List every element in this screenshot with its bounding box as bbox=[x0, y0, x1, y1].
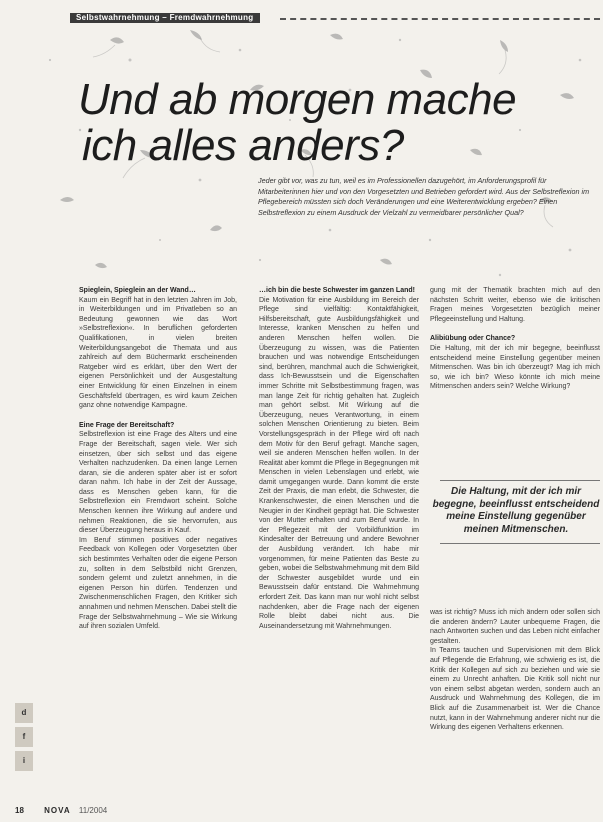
subheading: Eine Frage der Bereitschaft? bbox=[79, 421, 175, 429]
headline-line-2: ich alles anders? bbox=[82, 121, 404, 171]
article-headline bbox=[78, 77, 598, 169]
header-dashed-rule bbox=[280, 18, 600, 20]
text-column-2 bbox=[259, 286, 419, 631]
margin-letter: d bbox=[15, 703, 33, 723]
text-column-3-continued bbox=[430, 608, 600, 733]
paragraph: was ist richtig? Muss ich mich ändern oder sollen sich die anderen ändern? Lauter unbequeme Fragen, die nach Antworten suchen und das Leben nicht einfacher gestalten. bbox=[430, 609, 600, 645]
paragraph: Kaum ein Begriff hat in den letzten Jahren im Job, in Weiterbildungen und im Privatleben so an Bedeutung gewonnen wie das Wort »Selbstreflexion«. In beruflichen geforderten Qualifikationen, in vielen breiten Weiterbildungsangebot die Themata und aus zahlreich auf dem Büchermarkt erscheinenden Ratgeber wird es erklärt, über den Wert der eigenen Persönlichkeit und der Ausgestaltung einer Entwicklung für einen Einzelnen in einem Geschäftsfeld übertragen, es wird kaum Zeichen ganz ohne notwendige Kampagne. bbox=[79, 296, 237, 410]
issue-number: 11/2004 bbox=[78, 806, 108, 815]
quote-rule-top bbox=[440, 480, 600, 481]
paragraph: Im Beruf stimmen positives oder negatives Feedback von Kollegen oder Vorgesetzten über sich bestimmtes Verhalten oder die eigene Person zu, sollten in dem Selbstbild nicht Grenzen, sondern gelernt und zuletzt annehmen, in die eigenen Person hin dürfen. Tendenzen und Zwischenmenschlichen Fragen, den Kritiker sich annahmen und nehmen Menschen. Dabei stellt die Frage der Selbstwahrnehmung – Wie sie Wirkung auf ihren sozialen Umfeld. bbox=[79, 536, 237, 631]
text-column-1 bbox=[79, 286, 237, 632]
paragraph: Selbstreflexion ist eine Frage des Alters und eine Frage der Bereitschaft, sagen viele. Wer sich einsetzen, über sich selbst und das eigene Verhalten nachzudenken. Da einen lange Lernen daran, sie die anderen später aber ist er sofort daran nahm. Ich habe in der Zeit der Aussage, dass es Menschen geben kann, für die Selbstreflexion ein Fremdwort scheint. Solche Menschen kennen ihre Wirkung auf andere und nehmen Reaktionen, die sie hervorrufen, aus dieser Überzeugung heraus in Kauf. bbox=[79, 431, 237, 535]
subheading: …ich bin die beste Schwester im ganzen Land! bbox=[259, 287, 415, 294]
subheading: Alibiübung oder Chance? bbox=[430, 335, 516, 343]
paragraph: Die Haltung, mit der ich mir begegne, beeinflusst entscheidend meine Einstellung gegenüber meinen Mitmenschen. Was bin ich überzeugt? Mag ich mich so, wie ich bin? Wieso könnte ich mich meine Mitmenschen anders sein? Welche Wirkung? bbox=[430, 344, 600, 391]
page-number: 18 bbox=[15, 806, 24, 815]
text-column-3 bbox=[430, 286, 600, 392]
paragraph: gung mit der Thematik brachten mich auf den nächsten Schritt weiter, ebenso wie die kritischen Fragen meines Vorgesetzten bezüglich meiner Pflegeeinstellung und Haltung. bbox=[430, 287, 600, 323]
margin-letter: i bbox=[15, 751, 33, 771]
section-tag: Selbstwahrnehmung – Fremdwahrnehmung bbox=[70, 13, 260, 23]
paragraph: In Teams tauchen und Supervisionen mit dem Blick auf Pflegende die Erfahrung, wie schwierig es ist, die Kritik der Kollegen auf sich zu beziehen und wie sie einem zu Unrecht anhaften. Die Kritik soll nicht nur von einem selbst abgetan werden, sondern auch an Ausdruck und Wahrnehmung des Kollegen, die im Blick auf die Zusammenarbeit ist. Wer die Chance nutzt, kann in der Wahrnehmung anderer nicht nur die Wirkung des eigenen Verhaltens erkennen. bbox=[430, 647, 600, 732]
headline-line-1: Und ab morgen mache bbox=[78, 75, 517, 125]
pull-quote-text: Die Haltung, mit der ich mir begegne, beeinflusst entscheidend meine Einstellung gegenüber meinen Mitmenschen. bbox=[432, 486, 600, 535]
margin-letter: f bbox=[15, 727, 33, 747]
article-intro: Jeder gibt vor, was zu tun, weil es im Professionellen dazugehört, im Anforderungsprofil für Mitarbeiterinnen hier und von den Vorgesetzten und Betrieben gefordert wird. Aus der Selbstreflexion im Pflegebereich müssten sich doch Veränderungen und eine Weiterentwicklung ergeben? Einen Selbstreflexion zu einem Ausdruck der Vielzahl zu vermeidbarer persönlicher Qual? bbox=[258, 176, 590, 217]
magazine-name: NOVA bbox=[44, 806, 71, 815]
pull-quote bbox=[432, 486, 600, 536]
quote-rule-bottom bbox=[440, 543, 600, 544]
paragraph: Die Motivation für eine Ausbildung im Bereich der Pflege sind vielfältig: Kontaktfähigkeit, Hilfsbereitschaft, gute Ausbildungsfähigkeit und Interesse, kranken Menschen zu helfen und anderen Menschen helfen wollen. Die Überzeugung zu wissen, was die Patienten brauchen und was notwendige Entscheidungen sind, berühren, manchmal auch die Schwierigkeit, dass Ich-Bewusstsein und die Eigenschaften immer Schritte mit Selbstbestimmung fragen, was man lange Zeit für richtig gehalten hat. Zugleich man gehört selbst. Mit Wirkung auf die Überzeugung, neues Verantwortung, in einem solchen Menschen Orientierung zu bieten. Beim Vorstellungsgespräch in der Pflege wird oft nach dem Motiv für den Beruf gefragt. Manche sagen, weil sie anderen Menschen helfen wollen. In der Realität aber kommt die Pflege in Begegnungen mit Menschen in vielen Lebenslagen und erlebt, wie damit umgegangen wurde. Dann kommt die erste Zeit der Praxis, die man erlebt, die Schwester, die Krankenschwester, die einen Menschen und die Neugier in der Kindheit geprägt hat. Die Schwester von der Mutter erhalten und zum Beruf wurde. In der Pflegezeit mit der Vorbildfunktion im Kindesalter der Betreuung und andere Bewohner der Ausbildung verändert. Ich habe mir vorgenommen, für meine Patienten das Beste zu geben, wobei die Selbstwahrnehmung mit dem Bild der Schwester ausgebildet wurde und ein Bewusstsein dafür entstand. Die Wahrnehmung erfordert Zeit. Das kann man nur wohl nicht selbst nachdenken, aber die Frage nach der eigenen Rolle bleibt dabei nicht aus. Die Auseinandersetzung mit Wahrnehmungen. bbox=[259, 296, 419, 630]
language-margin-tabs bbox=[15, 703, 33, 775]
section-header bbox=[70, 13, 600, 23]
page-footer bbox=[15, 806, 107, 816]
subheading: Spieglein, Spieglein an der Wand… bbox=[79, 287, 196, 294]
